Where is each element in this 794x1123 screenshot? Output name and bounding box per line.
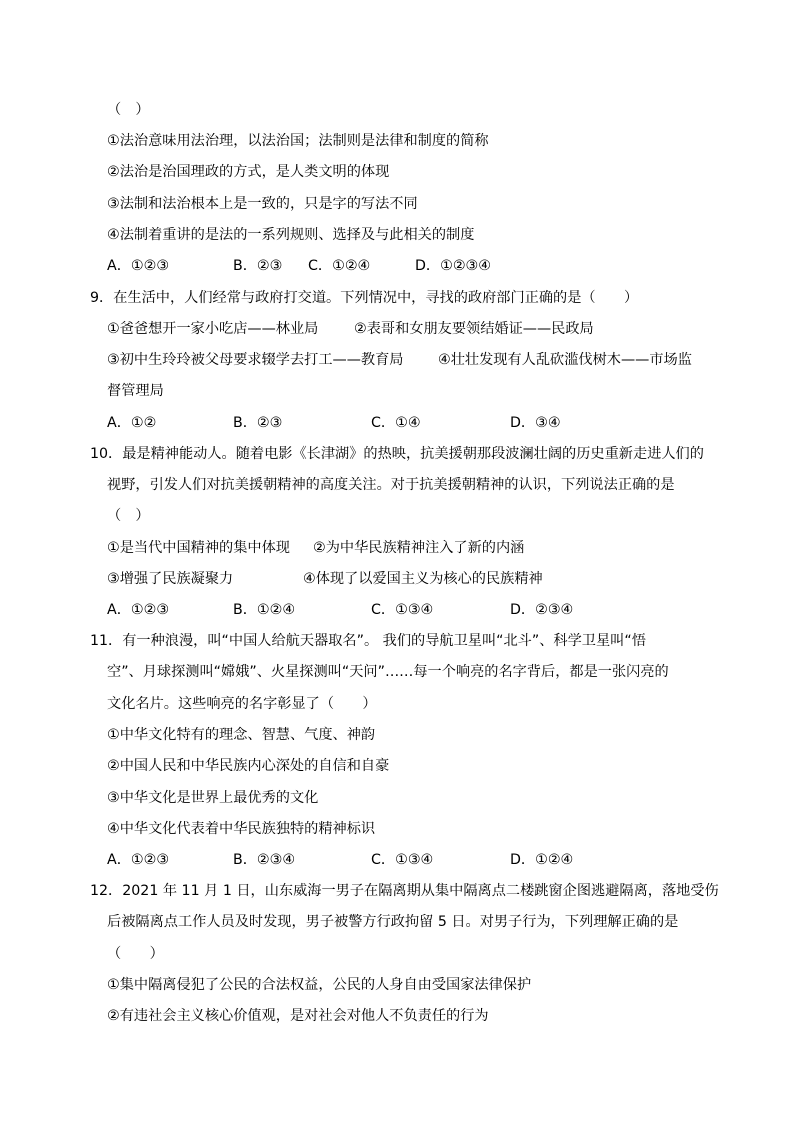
q10-row-2	[107, 569, 543, 589]
q11-stem-3: 文化名片。这些响亮的名字彰显了（ ）	[107, 696, 377, 712]
q9-stem: 9．在生活中，人们经常与政府打交道。下列情况中，寻找的政府部门正确的是（ ）	[90, 290, 639, 306]
q10-item-3: ③增强了民族凝聚力	[107, 571, 234, 587]
q11-item-4: ④中华文化代表着中华民族独特的精神标识	[107, 821, 376, 837]
q9-option-d[interactable]: D．③④	[510, 415, 561, 431]
q11-item-3: ③中华文化是世界上最优秀的文化	[107, 790, 319, 806]
q9-options	[107, 413, 561, 433]
q9-item-1: ①爸爸想开一家小吃店——林业局	[107, 321, 319, 337]
q10-stem-1: 10．最是精神能动人。随着电影《长津湖》的热映，抗美援朝那段波澜壮阔的历史重新走进人们的	[90, 446, 704, 462]
q10-option-a[interactable]: A．①②③	[107, 602, 170, 618]
q10-options	[107, 600, 573, 620]
q11-item-2: ②中国人民和中华民族内心深处的自信和自豪	[107, 758, 390, 774]
q12-paren: （ ）	[107, 946, 164, 962]
q11-option-a[interactable]: A．①②③	[107, 852, 170, 868]
q12-item-2: ②有违社会主义核心价值观，是对社会对他人不负责任的行为	[107, 1008, 489, 1024]
q10-option-d[interactable]: D．②③④	[510, 602, 574, 618]
q8-options	[107, 256, 491, 276]
q8-item-4: ④法制着重讲的是法的一系列规则、选择及与此相关的制度	[107, 227, 475, 243]
q9-item-2: ②表哥和女朋友要领结婚证——民政局	[354, 321, 594, 337]
q10-item-1: ①是当代中国精神的集中体现	[107, 540, 290, 556]
q8-item-3: ③法制和法治根本上是一致的，只是字的写法不同	[107, 196, 418, 212]
q11-option-c[interactable]: C．①③④	[371, 852, 434, 868]
q11-stem-1: 11．有一种浪漫，叫“中国人给航天器取名”。 我们的导航卫星叫“北斗”、科学卫星叫“悟	[90, 633, 646, 649]
q8-item-2: ②法治是治国理政的方式，是人类文明的体现	[107, 164, 390, 180]
q10-option-c[interactable]: C．①③④	[371, 602, 434, 618]
q9-option-b[interactable]: B．②③	[233, 415, 283, 431]
q9-item-4: ④壮壮发现有人乱砍滥伐树木——市场监	[438, 352, 692, 368]
q11-options	[107, 850, 573, 870]
q8-option-c[interactable]: C．①②④	[308, 258, 371, 274]
q11-item-1: ①中华文化特有的理念、智慧、气度、神韵	[107, 727, 376, 743]
q10-paren: （ ）	[107, 508, 150, 524]
q10-stem-2: 视野，引发人们对抗美援朝精神的高度关注。对于抗美援朝精神的认识，下列说法正确的是	[107, 477, 675, 493]
q10-item-2: ②为中华民族精神注入了新的内涵	[313, 540, 525, 556]
q11-option-b[interactable]: B．②③④	[233, 852, 296, 868]
q9-option-a[interactable]: A．①②	[107, 415, 157, 431]
q9-item-4-cont: 督管理局	[107, 383, 164, 399]
q11-stem-2: 空”、月球探测叫“嫦娥”、火星探测叫“天问”……每一个响亮的名字背后，都是一张闪亮的	[107, 664, 669, 680]
q10-row-1	[107, 538, 524, 558]
q9-option-c[interactable]: C．①④	[371, 415, 421, 431]
q10-option-b[interactable]: B．①②④	[233, 602, 296, 618]
q10-item-4: ④体现了以爱国主义为核心的民族精神	[303, 571, 543, 587]
q8-item-1: ①法治意味用法治理，以法治国；法制则是法律和制度的简称	[107, 133, 489, 149]
q9-row-2	[107, 350, 692, 370]
q8-option-a[interactable]: A．①②③	[107, 258, 170, 274]
q8-paren: （ ）	[107, 102, 150, 118]
q12-stem-2: 后被隔离点工作人员及时发现，男子被警方行政拘留 5 日。对男子行为，下列理解正确的是	[107, 914, 679, 930]
q12-stem-1: 12．2021 年 11 月 1 日，山东威海一男子在隔离期从集中隔离点二楼跳窗企图逃避隔离，落地受伤	[90, 883, 719, 899]
q9-item-3: ③初中生玲玲被父母要求辍学去打工——教育局	[107, 352, 404, 368]
q8-option-b[interactable]: B．②③	[233, 258, 283, 274]
q12-item-1: ①集中隔离侵犯了公民的合法权益，公民的人身自由受国家法律保护	[107, 977, 532, 993]
q8-option-d[interactable]: D．①②③④	[415, 258, 491, 274]
q9-row-1	[107, 319, 594, 339]
q11-option-d[interactable]: D．①②④	[510, 852, 574, 868]
